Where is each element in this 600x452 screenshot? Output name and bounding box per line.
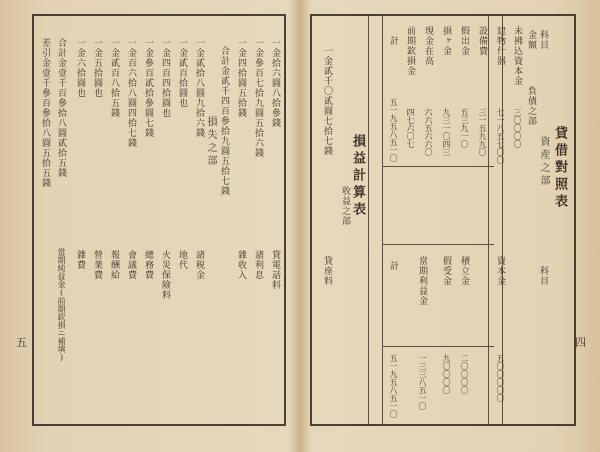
profit-loss-title: 損益計算表 [350, 134, 365, 219]
expense-item-value: 一金六拾圓也 [75, 38, 85, 98]
balance-sheet-title: 貸借對照表 [552, 126, 567, 211]
liability-value: 五〇〇〇〇〇 [496, 354, 505, 402]
expense-item-label: 地代 [177, 250, 187, 270]
balance-line: 差引金壹千參百參拾八圓五拾五錢 [40, 38, 50, 188]
asset-label: 設備費 [477, 26, 487, 56]
asset-label: 前期欽損金 [405, 26, 415, 76]
footer-note: 當期純益金(前期欽損ニ補填) [57, 248, 66, 362]
expense-item-label: 營業費 [92, 250, 102, 280]
assets-total-value: 五一九五八五一〇 [389, 98, 398, 162]
expense-item-value: 一金百六拾八圓四拾七錢 [126, 38, 136, 148]
income-item-label: 貸電話料 [270, 250, 280, 290]
liability-label: 資本金 [495, 256, 505, 286]
assets-total-label: 計 [388, 36, 398, 46]
income-header: 收益之部 [340, 186, 350, 226]
expense-item-label: 雜費 [75, 250, 85, 270]
page-number-right: 四 [575, 336, 586, 349]
liability-label: 積立金 [459, 256, 469, 286]
asset-label: 未拂込資本金 [512, 26, 522, 86]
income-item-value: 一金四拾圓五拾錢 [236, 38, 246, 118]
income-item-label: 諸利息 [253, 250, 263, 280]
liability-label: 假受金 [441, 256, 451, 286]
liability-label: 當期利益金 [417, 256, 427, 306]
income-total: 合計金貳千四百參拾九圓五拾七錢 [219, 46, 229, 196]
expense-total: 合計金壹千百參拾八圓貳拾五錢 [56, 38, 66, 178]
liability-value: 一三三八五一〇 [418, 354, 427, 410]
asset-value: 七一八五七〇〇 [496, 108, 505, 164]
expense-item-value: 一金貳百八拾五錢 [109, 38, 119, 118]
asset-label: 損ヶ金 [441, 26, 451, 56]
liability-value: 九〇〇〇〇 [442, 354, 451, 394]
income-item-value: 一金參百七拾九圓五拾六錢 [253, 38, 263, 158]
income-item-value: 一金拾六圓八拾參錢 [270, 38, 280, 128]
expense-item-value: 一金貳百拾圓也 [177, 38, 187, 108]
amount-header: 金額 [526, 30, 536, 50]
asset-value: 三〇〇〇〇 [513, 108, 522, 148]
asset-label: 假出金 [459, 26, 469, 56]
expense-item-value: 一金四百四拾圓也 [160, 38, 170, 118]
profit-loss-detail-frame [32, 14, 286, 426]
asset-value: 九三一〇四三 [442, 108, 451, 156]
asset-value: 三一五九九〇 [478, 108, 487, 156]
loss-header: 損失之部 [205, 116, 216, 168]
income-item: 一金貳千〇貳圓七拾七錢 [322, 46, 332, 156]
balance-sheet-frame [310, 14, 576, 426]
expense-header: 貸座料 [322, 256, 332, 286]
liabilities-header: 負債之部 [526, 86, 536, 126]
liabilities-total-value: 五一九五八五一〇 [389, 354, 398, 418]
asset-value: 六六五六六〇 [424, 108, 433, 156]
expense-item-label: 諸税金 [194, 250, 204, 280]
expense-item-label: 火災保險料 [160, 250, 170, 300]
expense-item-value: 一金貳拾八圓九拾六錢 [194, 38, 204, 138]
liabilities-subheader: 科目 [538, 266, 548, 286]
expense-item-label: 總務費 [143, 250, 153, 280]
assets-header: 資産之部 [538, 136, 549, 188]
assets-subheader: 科目 [538, 30, 548, 50]
liability-value: 二〇〇〇〇 [460, 354, 469, 394]
asset-value: 五三九一〇 [460, 108, 469, 148]
expense-item-value: 一金參百貳拾參圓七錢 [143, 38, 153, 138]
asset-label: 建物什器 [495, 26, 505, 66]
right-page [300, 0, 600, 452]
income-item-label: 雜收入 [236, 250, 246, 280]
expense-item-label: 報酬給 [109, 250, 119, 280]
expense-item-label: 會議費 [126, 250, 136, 280]
liabilities-total-label: 計 [388, 261, 398, 271]
asset-label: 現金在高 [423, 26, 433, 66]
asset-value: 四七六〇七 [406, 108, 415, 148]
expense-item-value: 一金五拾圓也 [92, 38, 102, 98]
page-number-left: 五 [16, 336, 27, 349]
